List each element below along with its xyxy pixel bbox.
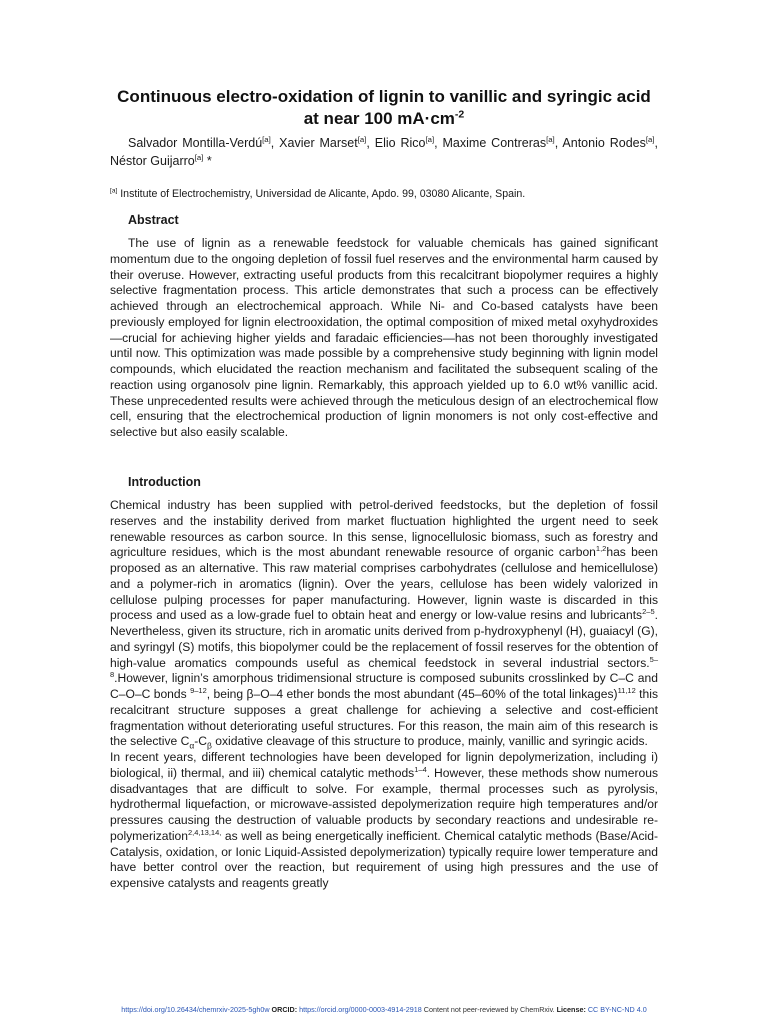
affiliation-text: Institute of Electrochemistry, Universidad de Alicante, Apdo. 99, 03080 Alicante, Spain. — [117, 188, 526, 200]
orcid-label: ORCID: — [271, 1005, 298, 1014]
author-affiliation-mark: [a] — [194, 152, 204, 162]
text-run: this recalcitrant structure supposes a great challenge for achieving a selective and cost-efficient fragmentation without deteriorating useful structures. For this reason, the main aim of this research is the selective C — [110, 687, 658, 749]
author-name: Xavier Marset — [279, 136, 358, 150]
citation-superscript: 1,2 — [595, 544, 607, 554]
text-run: , being β–O–4 ether bonds the most abundant (45–60% of the total linkages) — [206, 687, 618, 701]
text-run: . Nevertheless, given its structure, rich in aromatic units derived from p-hydroxyphenyl (H), guaiacyl (G), and syringyl (S) motifs, this biopolymer could be the replacement of fossil reserves for the obtention of high-value aromatics compounds useful as chemical feedstock in several industrial sectors. — [110, 608, 658, 670]
paper-title-text: Continuous electro-oxidation of lignin to vanillic and syringic acid at near 100 mA·cm — [117, 87, 651, 128]
title-superscript: -2 — [454, 108, 465, 121]
paper-title — [110, 86, 658, 130]
author-name: Maxime Contreras — [442, 136, 547, 150]
abstract-heading: Abstract — [128, 213, 179, 227]
doi-link[interactable]: https://doi.org/10.26434/chemrxiv-2025-5gh0w — [121, 1005, 270, 1014]
subscript: α — [189, 740, 195, 751]
abstract-text: The use of lignin as a renewable feedstock for valuable chemicals has gained significant momentum due to the ongoing depletion of fossil fuel reserves and the environmental harm caused by their overuse. However, extracting useful products from this recalcitrant biopolymer requires a highly selective fragmentation process. This article demonstrates that such a process can be effectively achieved through an electrochemical approach. While Ni- and Co-based catalysts have been previously employed for lignin electrooxidation, the optimal composition of mixed metal oxyhydroxides—crucial for achieving higher yields and faradaic efficiencies—has not been thoroughly investigated until now. This optimization was made possible by a comprehensive study beginning with lignin model compounds, which elucidated the reaction mechanism and facilitated the subsequent scaling of the reaction using organosolv pine lignin. Remarkably, this approach yielded up to 6.0 wt% vanillic acid. These unprecedented results were achieved through the meticulous design of an electrochemical flow cell, ensuring that the electrochemical production of lignin monomers is not only cost-effective and selective but also easily scalable. — [110, 236, 658, 439]
text-run: .However, lignin’s amorphous tridimensional structure is composed subunits crosslinked by C–C and C–O–C bonds — [110, 671, 658, 701]
subscript: β — [207, 740, 212, 751]
citation-superscript: 9–12 — [190, 685, 207, 695]
text-run: as well as being energetically inefficient. Chemical catalytic methods (Base/Acid-Catalysis, oxidation, or Ionic Liquid-Assisted depolymerization) typically require lower temperature and have better control over the reaction, but requirement of using high pressures and the use of expensive catalysts and reagents greatly — [110, 828, 658, 890]
author-affiliation-mark: [a] — [262, 134, 271, 144]
author-separator: , — [366, 136, 375, 150]
citation-superscript: 1–4 — [414, 764, 427, 774]
introduction-paragraph-2 — [110, 750, 658, 892]
page-footer — [0, 1005, 768, 1015]
author-name: Elio Rico — [374, 136, 426, 150]
text-run: has been proposed as an alternative. This raw material comprises carbohydrates (cellulose and hemicellulose) and a polymer-rich in aromatics (lignin). Over the years, cellulose has been widely valorized in cellulose pulping processes for paper manufacturing. However, lignin waste is discarded in this process and used as a low-grade fuel to obtain heat and energy or low-value resins and lubricants — [110, 545, 659, 623]
author-separator: , — [434, 136, 443, 150]
author-separator: , — [554, 136, 563, 150]
text-run: oxidative cleavage of this structure to produce, mainly, vanillic and syringic acids. — [211, 734, 648, 749]
text-run: -C — [194, 734, 207, 749]
peer-review-note: Content not peer-reviewed by ChemRxiv. — [423, 1005, 555, 1014]
citation-superscript: 2–5 — [642, 607, 655, 617]
license-label: License: — [556, 1005, 586, 1014]
affiliation — [110, 186, 658, 202]
introduction-heading: Introduction — [128, 475, 201, 489]
author-separator: , — [654, 136, 658, 150]
author-name: Néstor Guijarro — [110, 154, 195, 168]
author-affiliation-mark: [a] — [425, 134, 435, 144]
affiliation-mark: [a] — [110, 187, 118, 195]
introduction-body — [110, 498, 658, 892]
author-separator: , — [270, 136, 280, 150]
author-affiliation-mark: [a] — [546, 134, 555, 144]
introduction-paragraph-1 — [110, 498, 658, 750]
citation-superscript: 5–8 — [110, 654, 658, 680]
citation-superscript: 11,12 — [617, 685, 636, 695]
license-link[interactable]: CC BY-NC-ND 4.0 — [587, 1005, 647, 1014]
text-run: In recent years, different technologies have been developed for lignin depolymerization, including i) biological, ii) thermal, and iii) chemical catalytic methods — [110, 750, 658, 780]
author-name: Salvador Montilla-Verdú — [128, 136, 263, 150]
orcid-link[interactable]: https://orcid.org/0000-0003-4914-2918 — [299, 1005, 422, 1014]
author-affiliation-mark: [a] — [357, 134, 367, 144]
author-affiliation-mark: [a] — [645, 134, 655, 144]
author-separator: * — [203, 154, 212, 168]
citation-superscript: 2,4,13,14, — [187, 827, 222, 837]
text-run: Chemical industry has been supplied with petrol-derived feedstocks, but the depletion of fossil reserves and the instability derived from market fluctuation highlighted the urgent need to seek renewable resources as carbon source. In this sense, lignocellulosic biomass, such as forestry and agriculture residues, which is the most abundant renewable resource of organic carbon — [110, 498, 658, 560]
author-list — [110, 134, 658, 170]
text-run: . However, these methods show numerous disadvantages that are difficult to solve. For example, thermal processes such as pyrolysis, hydrothermal liquefaction, or microwave-assisted depolymerization require high temperatures and/or pressures causing the destruction of valuable products by secondary reactions and undesirable re-polymerization — [110, 765, 658, 843]
author-name: Antonio Rodes — [562, 136, 646, 150]
